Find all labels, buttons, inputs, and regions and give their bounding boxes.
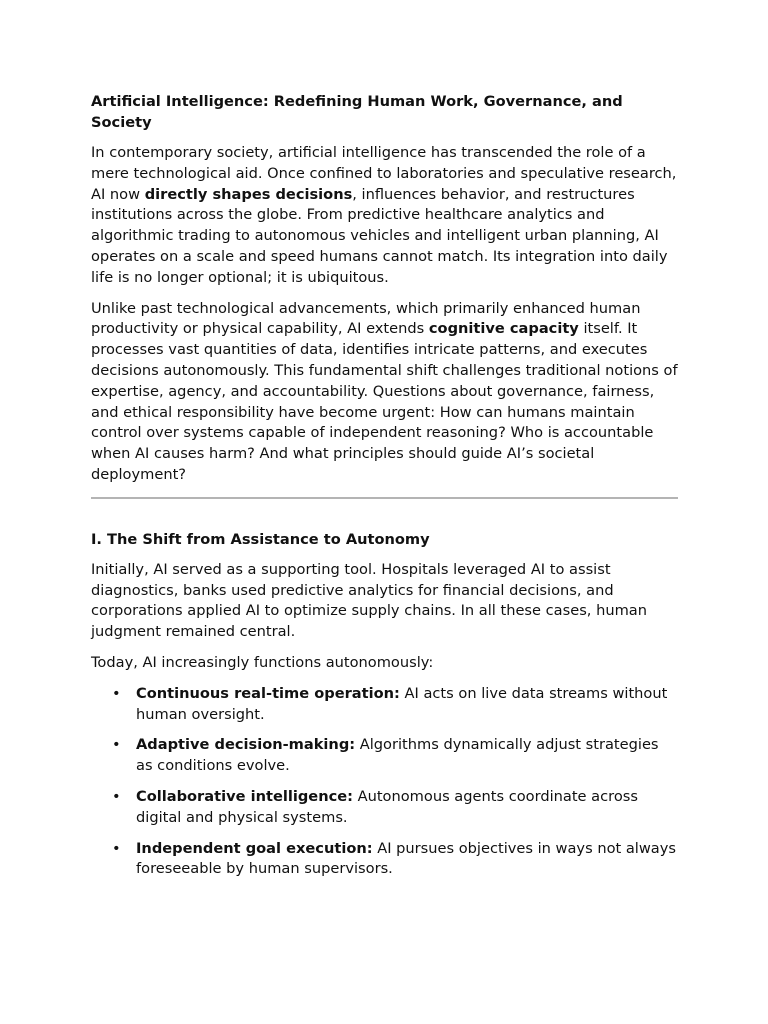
list-item [91, 787, 678, 829]
intro-paragraph-1 [91, 143, 678, 289]
section-paragraph-2: Today, AI increasingly functions autonomously: [91, 653, 434, 671]
intro-paragraph-1-text-start: In contemporary society, artificial intelligence has transcended the role of a mere technological aid. Once confined to laboratories and speculative research, AI now [91, 144, 677, 203]
list-item [91, 839, 678, 881]
section-heading: I. The Shift from Assistance to Autonomy [91, 530, 430, 548]
list-item [91, 684, 678, 726]
autonomy-bullet-list [91, 684, 678, 880]
bullet-icon: • [112, 839, 121, 857]
intro-paragraph-1-text-end: , influences behavior, and restructures institutions across the globe. From predictive healthcare analytics and algorithmic trading to autonomous vehicles and intelligent urban planning, AI operates on a scale and speed humans cannot match. Its integration into daily life is no longer optional; it is ubiquitous. [91, 185, 668, 286]
intro-paragraph-2 [91, 299, 678, 486]
document-title: Artificial Intelligence: Redefining Human Work, Governance, and Society [91, 93, 623, 131]
list-item-text: AI acts on live data streams without human oversight. [136, 684, 668, 723]
intro-paragraph-2-text-end: itself. It processes vast quantities of data, identifies intricate patterns, and executes decisions autonomously. This fundamental shift challenges traditional notions of expertise, agency, and accountability. Questions about governance, fairness, and ethical responsibility have become urgent: How can humans maintain control over systems capable of independent reasoning? Who is accountable when AI causes harm? And what principles should guide AI’s societal deployment? [91, 320, 678, 483]
bullet-icon: • [112, 736, 121, 754]
section-divider [91, 497, 678, 499]
intro-paragraph-2-text-start: Unlike past technological advancements, which primarily enhanced human productivity or physical capability, AI extends [91, 299, 641, 338]
list-item [91, 735, 678, 777]
section-paragraph-1: Initially, AI served as a supporting tool. Hospitals leveraged AI to assist diagnostics, banks used predictive analytics for financial decisions, and corporations applied AI to optimize supply chains. In all these cases, human judgment remained central. [91, 560, 647, 641]
list-item-text: Algorithms dynamically adjust strategies as conditions evolve. [136, 736, 659, 775]
list-item-text: Autonomous agents coordinate across digital and physical systems. [136, 787, 638, 826]
list-item-label: Continuous real-time operation: [136, 684, 400, 702]
bullet-icon: • [112, 787, 121, 805]
intro-paragraph-1-emphasis: directly shapes decisions [144, 185, 353, 203]
list-item-label: Adaptive decision-making: [136, 736, 356, 754]
list-item-label: Independent goal execution: [136, 839, 373, 857]
intro-paragraph-2-emphasis: cognitive capacity [428, 320, 579, 338]
list-item-label: Collaborative intelligence: [136, 787, 353, 805]
bullet-icon: • [112, 684, 121, 702]
list-item-text: AI pursues objectives in ways not always foreseeable by human supervisors. [136, 839, 676, 878]
